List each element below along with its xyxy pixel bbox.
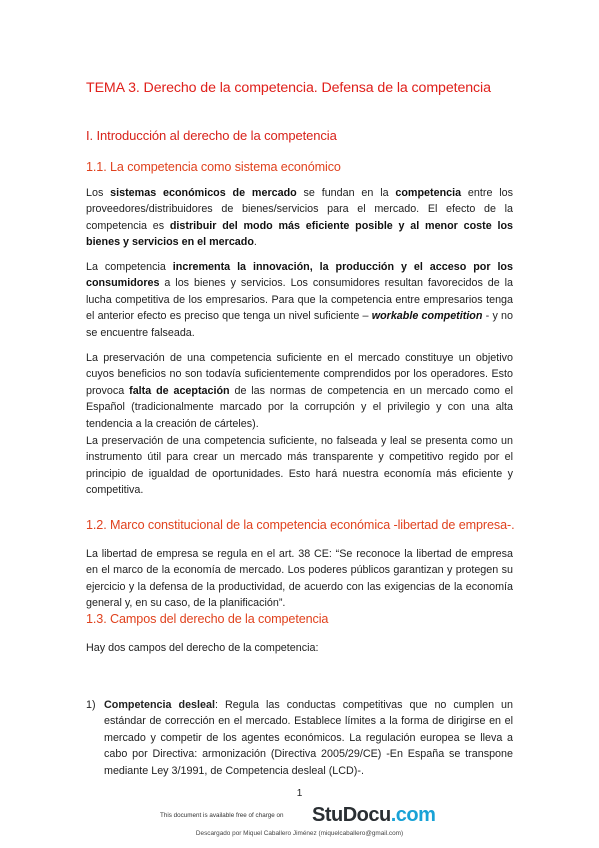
paragraph-2 (86, 259, 513, 341)
text-run: de las normas de competencia en un mercado como el Español (tradicionalmente marcado por la corrupción y el privilegio y con una alta tendencia a la creación de cárteles). (86, 384, 513, 430)
subsection-heading-1-2: 1.2. Marco constitucional de la competencia económica -libertad de empresa-. (86, 518, 515, 532)
logo-domain: .com (390, 804, 436, 826)
text-run: entre los proveedores/distribuidores de bienes/servicios para el mercado. El efecto de la competencia es (86, 187, 513, 232)
bold-text: competencia (395, 187, 462, 199)
list-item-text (104, 697, 513, 779)
subsection-heading-1-3: 1.3. Campos del derecho de la competencia (86, 612, 329, 626)
footer-download-text: Descargado por Miquel Caballero Jiménez (miquelcaballero@gmail.com) (195, 830, 404, 837)
bold-text: sistemas económicos de mercado (110, 187, 297, 199)
paragraph-3 (86, 350, 513, 432)
text-run: a los bienes y servicios. Los consumidores resultan favorecidos de la lucha competitiva de los empresarios. Para que la competencia entre empresarios tenga el anterior efecto es preciso que tenga un nivel suficiente – (86, 277, 513, 323)
subsection-heading-1-1: 1.1. La competencia como sistema económico (86, 160, 341, 174)
text-run: - y no se encuentre falseada. (86, 310, 513, 339)
bold-text: incrementa la innovación, la producción y el acceso por los consumidores (86, 261, 513, 290)
text-run: : Regula las conductas competitivas que no cumplen un estándar de corrección en el mercado. Establece límites a la forma de dirigirse en el mercado y competir de los agentes económicos. La regulación europea se lleva a cabo por Directiva: armonización (Directiva 2005/29/CE) -En España se transpone mediante Ley 3/1991, de Competencia desleal (LCD)-. (104, 699, 514, 777)
text-run: se fundan en la (296, 187, 396, 199)
section-heading: I. Introducción al derecho de la competencia (86, 128, 337, 143)
bold-italic-text: workable competition (371, 310, 483, 323)
page-number: 1 (296, 788, 303, 799)
paragraph-5: La libertad de empresa se regula en el art. 38 CE: “Se reconoce la libertad de empresa en el marco de la economía de mercado. Los poderes públicos garantizan y protegen su ejercicio y la defensa de la productividad, de acuerdo con las exigencias de la economía general y, en su caso, de la planificación”. (86, 548, 513, 610)
bold-text: Competencia desleal (104, 699, 215, 711)
list-number: 1) (86, 699, 96, 711)
text-run: La preservación de una competencia suficiente en el mercado constituye un objetivo cuyos beneficios no son todavía suficientemente comprendidos por los operadores. Esto provoca (86, 352, 513, 397)
paragraph-4: La preservación de una competencia suficiente, no falseada y leal se presenta como un instrumento útil para crear un mercado más transparente y competitivo regido por el principio de igualdad de oportunidades. Esto hará nuestra economía más eficiente y competitiva. (86, 435, 513, 497)
text-run: . (253, 236, 257, 249)
paragraph-6: Hay dos campos del derecho de la competencia: (86, 642, 319, 654)
footer-availability-text: This document is available free of charge on (160, 812, 284, 819)
bold-text: distribuir del modo más eficiente posible y al menor coste los bienes y servicios en el mercado (86, 219, 514, 249)
text-run: Los (86, 187, 111, 199)
logo-text: StuDocu (312, 804, 391, 826)
document-title: TEMA 3. Derecho de la competencia. Defensa de la competencia (86, 80, 491, 96)
list-item (86, 697, 513, 779)
paragraph-1 (86, 185, 513, 251)
bold-text: falta de aceptación (129, 384, 230, 397)
studocu-logo[interactable] (312, 804, 435, 827)
text-run: La competencia (86, 261, 173, 273)
